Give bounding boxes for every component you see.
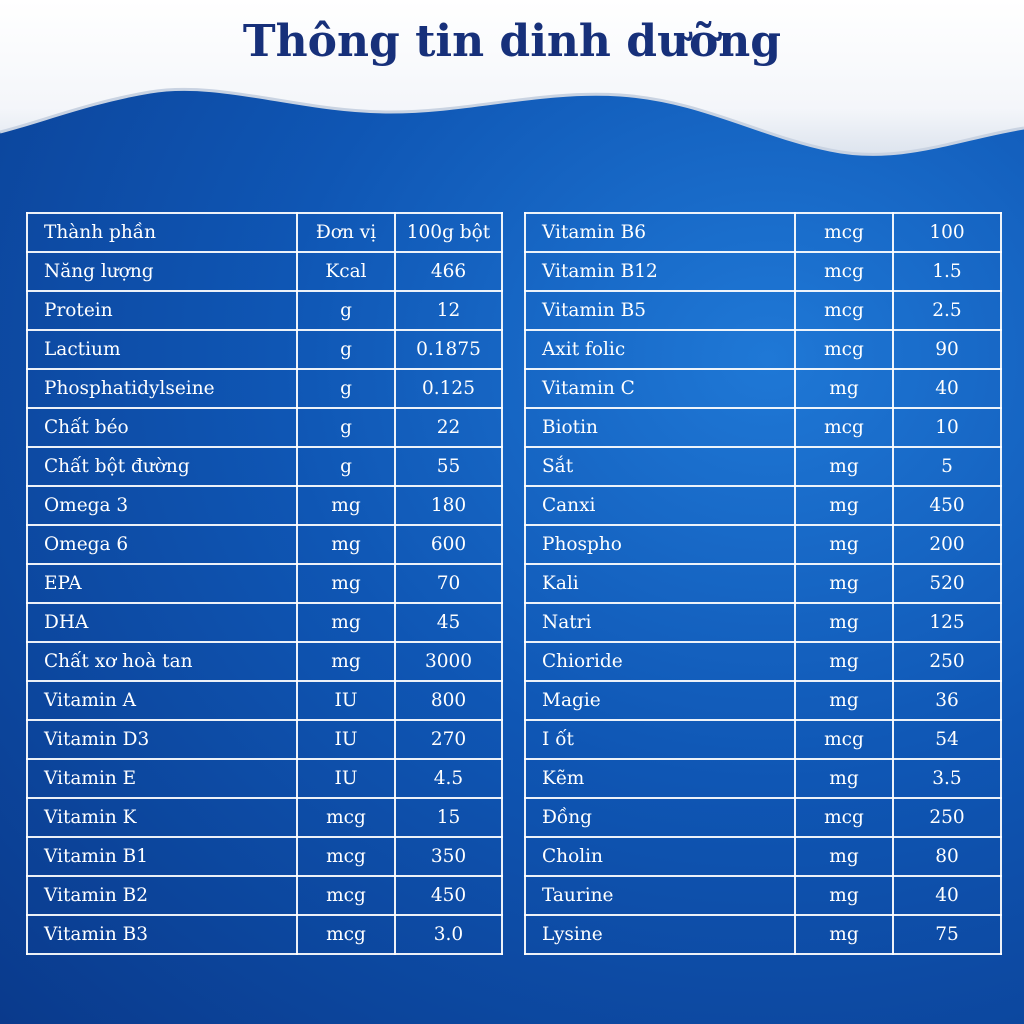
amount-cell: 450 bbox=[395, 876, 502, 915]
table-row bbox=[27, 525, 502, 564]
table-row bbox=[27, 564, 502, 603]
table-row bbox=[525, 603, 1001, 642]
header-unit: Đơn vị bbox=[297, 213, 395, 252]
table-row bbox=[525, 720, 1001, 759]
unit-cell: mg bbox=[795, 369, 893, 408]
table-row bbox=[525, 291, 1001, 330]
unit-cell: g bbox=[297, 291, 395, 330]
ingredient-name: Sắt bbox=[525, 447, 795, 486]
unit-cell: g bbox=[297, 369, 395, 408]
amount-cell: 40 bbox=[893, 369, 1001, 408]
amount-cell: 600 bbox=[395, 525, 502, 564]
table-row bbox=[27, 408, 502, 447]
amount-cell: 1.5 bbox=[893, 252, 1001, 291]
table-row bbox=[525, 447, 1001, 486]
ingredient-name: Vitamin C bbox=[525, 369, 795, 408]
table-row bbox=[525, 681, 1001, 720]
ingredient-name: Protein bbox=[27, 291, 297, 330]
ingredient-name: Canxi bbox=[525, 486, 795, 525]
amount-cell: 40 bbox=[893, 876, 1001, 915]
ingredient-name: Đồng bbox=[525, 798, 795, 837]
unit-cell: mcg bbox=[297, 798, 395, 837]
unit-cell: mg bbox=[297, 603, 395, 642]
unit-cell: mcg bbox=[795, 720, 893, 759]
table-row bbox=[525, 564, 1001, 603]
amount-cell: 800 bbox=[395, 681, 502, 720]
table-row bbox=[525, 915, 1001, 954]
table-row bbox=[27, 837, 502, 876]
ingredient-name: Natri bbox=[525, 603, 795, 642]
amount-cell: 90 bbox=[893, 330, 1001, 369]
amount-cell: 54 bbox=[893, 720, 1001, 759]
amount-cell: 36 bbox=[893, 681, 1001, 720]
ingredient-name: Biotin bbox=[525, 408, 795, 447]
unit-cell: mg bbox=[795, 525, 893, 564]
amount-cell: 200 bbox=[893, 525, 1001, 564]
amount-cell: 3.0 bbox=[395, 915, 502, 954]
nutrition-table-left bbox=[26, 212, 503, 955]
unit-cell: mg bbox=[297, 564, 395, 603]
table-header-row bbox=[27, 213, 502, 252]
ingredient-name: I ốt bbox=[525, 720, 795, 759]
table-row bbox=[525, 369, 1001, 408]
ingredient-name: Omega 6 bbox=[27, 525, 297, 564]
unit-cell: g bbox=[297, 408, 395, 447]
table-row bbox=[525, 486, 1001, 525]
table-row bbox=[525, 759, 1001, 798]
unit-cell: mg bbox=[795, 681, 893, 720]
amount-cell: 250 bbox=[893, 642, 1001, 681]
unit-cell: mcg bbox=[795, 408, 893, 447]
amount-cell: 100 bbox=[893, 213, 1001, 252]
table-row bbox=[27, 486, 502, 525]
amount-cell: 15 bbox=[395, 798, 502, 837]
ingredient-name: Vitamin B2 bbox=[27, 876, 297, 915]
amount-cell: 125 bbox=[893, 603, 1001, 642]
unit-cell: mcg bbox=[795, 252, 893, 291]
ingredient-name: Chất béo bbox=[27, 408, 297, 447]
amount-cell: 55 bbox=[395, 447, 502, 486]
unit-cell: mg bbox=[795, 447, 893, 486]
ingredient-name: Phosphatidylseine bbox=[27, 369, 297, 408]
unit-cell: mg bbox=[795, 759, 893, 798]
amount-cell: 2.5 bbox=[893, 291, 1001, 330]
unit-cell: mg bbox=[795, 642, 893, 681]
amount-cell: 180 bbox=[395, 486, 502, 525]
unit-cell: mcg bbox=[297, 837, 395, 876]
amount-cell: 5 bbox=[893, 447, 1001, 486]
header-amount: 100g bột bbox=[395, 213, 502, 252]
unit-cell: mg bbox=[297, 525, 395, 564]
ingredient-name: Vitamin D3 bbox=[27, 720, 297, 759]
ingredient-name: Chất bột đường bbox=[27, 447, 297, 486]
unit-cell: mcg bbox=[795, 330, 893, 369]
amount-cell: 4.5 bbox=[395, 759, 502, 798]
unit-cell: IU bbox=[297, 681, 395, 720]
table-row bbox=[525, 798, 1001, 837]
amount-cell: 3000 bbox=[395, 642, 502, 681]
table-row bbox=[525, 408, 1001, 447]
ingredient-name: Lactium bbox=[27, 330, 297, 369]
ingredient-name: DHA bbox=[27, 603, 297, 642]
unit-cell: mg bbox=[795, 564, 893, 603]
unit-cell: mg bbox=[795, 486, 893, 525]
table-row bbox=[525, 876, 1001, 915]
amount-cell: 350 bbox=[395, 837, 502, 876]
unit-cell: IU bbox=[297, 759, 395, 798]
nutrition-table-right bbox=[524, 212, 1002, 955]
unit-cell: mcg bbox=[795, 798, 893, 837]
ingredient-name: Chioride bbox=[525, 642, 795, 681]
ingredient-name: Vitamin B6 bbox=[525, 213, 795, 252]
ingredient-name: Vitamin B1 bbox=[27, 837, 297, 876]
unit-cell: mg bbox=[297, 642, 395, 681]
ingredient-name: Vitamin B5 bbox=[525, 291, 795, 330]
ingredient-name: Vitamin B12 bbox=[525, 252, 795, 291]
table-row bbox=[27, 603, 502, 642]
amount-cell: 75 bbox=[893, 915, 1001, 954]
unit-cell: g bbox=[297, 330, 395, 369]
table-row bbox=[27, 330, 502, 369]
ingredient-name: Năng lượng bbox=[27, 252, 297, 291]
amount-cell: 10 bbox=[893, 408, 1001, 447]
amount-cell: 250 bbox=[893, 798, 1001, 837]
ingredient-name: Vitamin E bbox=[27, 759, 297, 798]
ingredient-name: Axit folic bbox=[525, 330, 795, 369]
table-row bbox=[27, 720, 502, 759]
amount-cell: 450 bbox=[893, 486, 1001, 525]
table-row bbox=[27, 642, 502, 681]
table-row bbox=[525, 252, 1001, 291]
amount-cell: 12 bbox=[395, 291, 502, 330]
table-row bbox=[27, 447, 502, 486]
amount-cell: 466 bbox=[395, 252, 502, 291]
amount-cell: 70 bbox=[395, 564, 502, 603]
ingredient-name: Magie bbox=[525, 681, 795, 720]
table-row bbox=[525, 213, 1001, 252]
table-row bbox=[27, 759, 502, 798]
unit-cell: mcg bbox=[795, 213, 893, 252]
table-row bbox=[525, 642, 1001, 681]
amount-cell: 0.125 bbox=[395, 369, 502, 408]
ingredient-name: Kẽm bbox=[525, 759, 795, 798]
amount-cell: 270 bbox=[395, 720, 502, 759]
unit-cell: mg bbox=[795, 876, 893, 915]
ingredient-name: Vitamin A bbox=[27, 681, 297, 720]
ingredient-name: EPA bbox=[27, 564, 297, 603]
table-row bbox=[27, 681, 502, 720]
unit-cell: mg bbox=[297, 486, 395, 525]
unit-cell: IU bbox=[297, 720, 395, 759]
amount-cell: 45 bbox=[395, 603, 502, 642]
unit-cell: mg bbox=[795, 915, 893, 954]
table-row bbox=[525, 330, 1001, 369]
unit-cell: mcg bbox=[297, 876, 395, 915]
unit-cell: Kcal bbox=[297, 252, 395, 291]
unit-cell: mcg bbox=[795, 291, 893, 330]
table-row bbox=[27, 252, 502, 291]
header-ingredient: Thành phần bbox=[27, 213, 297, 252]
table-row bbox=[27, 798, 502, 837]
amount-cell: 520 bbox=[893, 564, 1001, 603]
page-title: Thông tin dinh dưỡng bbox=[242, 16, 782, 67]
ingredient-name: Kali bbox=[525, 564, 795, 603]
table-row bbox=[525, 525, 1001, 564]
amount-cell: 22 bbox=[395, 408, 502, 447]
unit-cell: mg bbox=[795, 837, 893, 876]
unit-cell: g bbox=[297, 447, 395, 486]
amount-cell: 3.5 bbox=[893, 759, 1001, 798]
table-row bbox=[27, 291, 502, 330]
ingredient-name: Vitamin B3 bbox=[27, 915, 297, 954]
ingredient-name: Lysine bbox=[525, 915, 795, 954]
table-row bbox=[27, 369, 502, 408]
ingredient-name: Phospho bbox=[525, 525, 795, 564]
ingredient-name: Cholin bbox=[525, 837, 795, 876]
unit-cell: mcg bbox=[297, 915, 395, 954]
table-row bbox=[525, 837, 1001, 876]
ingredient-name: Vitamin K bbox=[27, 798, 297, 837]
table-row bbox=[27, 876, 502, 915]
ingredient-name: Chất xơ hoà tan bbox=[27, 642, 297, 681]
table-row bbox=[27, 915, 502, 954]
ingredient-name: Taurine bbox=[525, 876, 795, 915]
amount-cell: 0.1875 bbox=[395, 330, 502, 369]
ingredient-name: Omega 3 bbox=[27, 486, 297, 525]
unit-cell: mg bbox=[795, 603, 893, 642]
amount-cell: 80 bbox=[893, 837, 1001, 876]
